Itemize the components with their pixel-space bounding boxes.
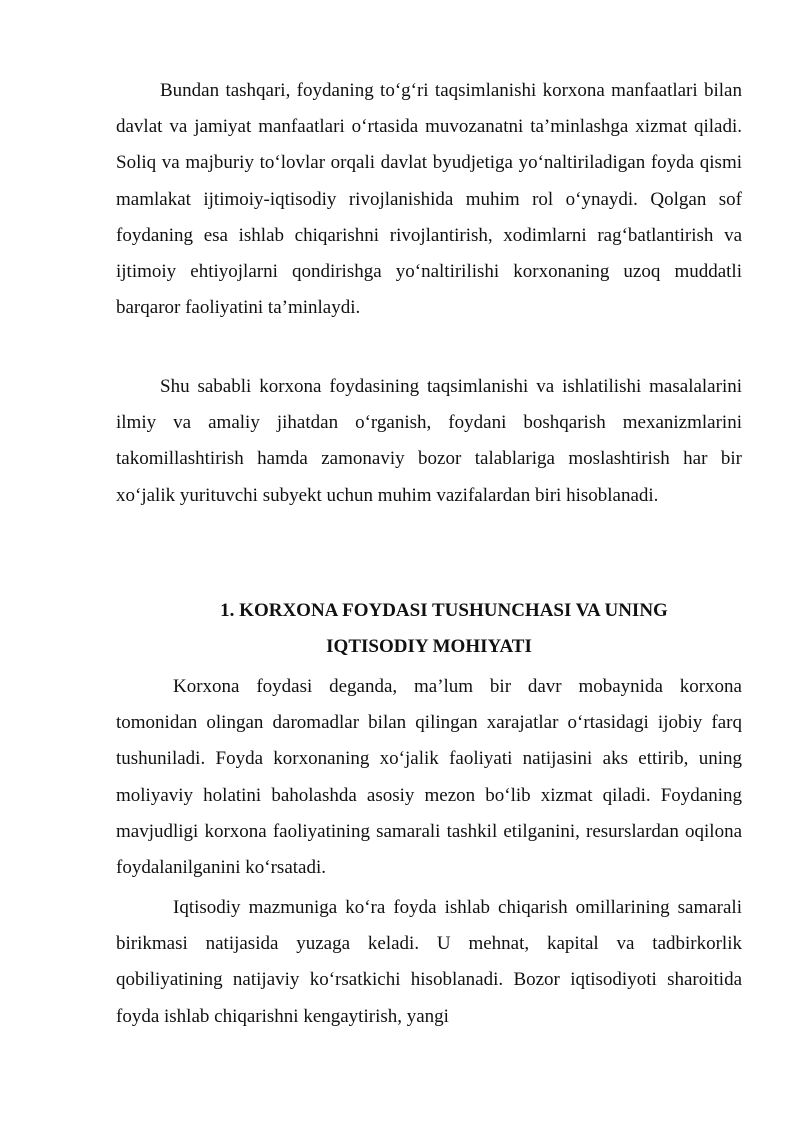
paragraph-profit-definition: Korxona foydasi deganda, ma’lum bir davr mobaynida korxona tomonidan olingan daromadlar bilan qilingan xarajatlar o‘rtasidagi ijobiy farq tushuniladi. Foyda korxonaning xo‘jalik faoliyati natijasini aks ettirib, uning moliyaviy holatini baholashda asosiy mezon bo‘lib xizmat qiladi. Foydaning mavjudligi korxona faoliyatining samarali tashkil etilganini, resurslardan oqilona foydalanilganini ko‘rsatadi. bbox=[116, 676, 742, 879]
paragraph-profit-distribution-balance: Bundan tashqari, foydaning to‘g‘ri taqsimlanishi korxona manfaatlari bilan davlat va jamiyat manfaatlari o‘rtasida muvozanatni ta’minlashga xizmat qiladi. Soliq va majburiy to‘lovlar orqali davlat byudjetiga yo‘naltiriladigan foyda qismi mamlakat ijtimoiy-iqtisodiy rivojlanishida muhim rol o‘ynaydi. Qolgan sof foydaning esa ishlab chiqarishni rivojlantirish, xodimlarni rag‘batlantirish va ijtimoiy ehtiyojlarni qondirishga yo‘naltirilishi korxonaning uzoq muddatli barqaror faoliyatini ta’minlaydi. bbox=[116, 80, 742, 319]
section-heading bbox=[116, 593, 742, 665]
paragraph-profit-management-importance: Shu sababli korxona foydasining taqsimlanishi va ishlatilishi masalalarini ilmiy va amaliy jihatdan o‘rganish, foydani boshqarish mexanizmlarini takomillashtirish hamda zamonaviy bozor talablariga moslashtirish har bir xo‘jalik yurituvchi subyekt uchun muhim vazifalardan biri hisoblanadi. bbox=[116, 376, 742, 506]
section-heading-line-2: IQTISODIY MOHIYATI bbox=[326, 636, 532, 657]
section-heading-line-1: 1. KORXONA FOYDASI TUSHUNCHASI VA UNING bbox=[220, 600, 668, 621]
paragraph-economic-essence: Iqtisodiy mazmuniga ko‘ra foyda ishlab chiqarish omillarining samarali birikmasi natijasida yuzaga keladi. U mehnat, kapital va tadbirkorlik qobiliyatining natijaviy ko‘rsatkichi hisoblanadi. Bozor iqtisodiyoti sharoitida foyda ishlab chiqarishni kengaytirish, yangi bbox=[116, 897, 742, 1027]
